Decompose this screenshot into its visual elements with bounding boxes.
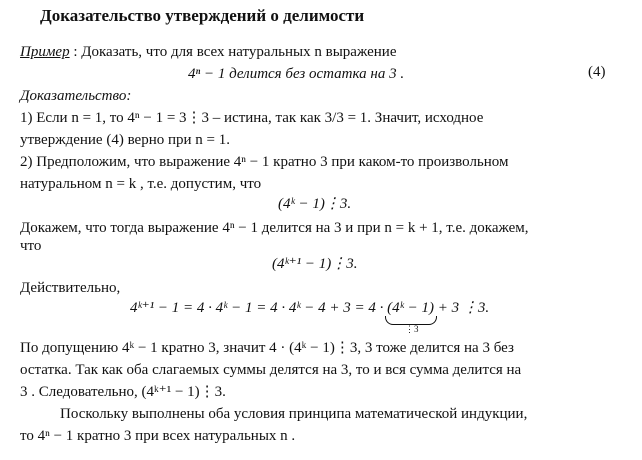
step1-line1: 1) Если n = 1, то 4ⁿ − 1 = 3⋮3 – истина, так как 3/3 = 1. Значит, исходное [20,110,484,126]
final-line1: Поскольку выполнены оба условия принципа математической индукции, [60,406,528,422]
step2-assumption: (4ᵏ − 1)⋮3. [278,196,352,212]
page-title: Доказательство утверждений о делимости [40,6,365,25]
conclusion-line2: остатка. Так как оба слагаемых суммы делятся на 3, то и вся сумма делится на [20,362,522,378]
conclusion-line1: По допущению 4ᵏ − 1 кратно 3, значит 4 · (4ᵏ − 1)⋮3, 3 тоже делится на 3 без [20,340,514,356]
prove-line1: Докажем, что тогда выражение 4ⁿ − 1 делится на 3 и при n = k + 1, т.е. докажем, [20,220,529,236]
underbrace-note: ⋮3 [405,324,419,334]
equation-number: (4) [588,64,606,80]
example-label: Пример [20,44,70,60]
step2-line2: натуральном n = k , т.е. допустим, что [20,176,262,192]
example-line [20,42,396,62]
step2-line1: 2) Предположим, что выражение 4ⁿ − 1 кратно 3 при каком-то произвольном [20,154,509,170]
example-statement: : Доказать, что для всех натуральных n выражение [69,44,397,60]
indeed-label: Действительно, [20,280,121,296]
final-line2: то 4ⁿ − 1 кратно 3 при всех натуральных n . [20,428,296,444]
prove-goal: (4ᵏ⁺¹ − 1)⋮3. [272,256,358,272]
conclusion-line3: 3 . Следовательно, (4ᵏ⁺¹ − 1)⋮3. [20,384,226,400]
step1-line2: утверждение (4) верно при n = 1. [20,132,231,148]
example-formula: 4ⁿ − 1 делится без остатка на 3 . [188,66,405,82]
proof-label: Доказательство: [20,88,132,104]
indeed-equation: 4ᵏ⁺¹ − 1 = 4 · 4ᵏ − 1 = 4 · 4ᵏ − 4 + 3 = 4 · (4ᵏ − 1) + 3 ⋮3. [130,300,490,316]
prove-line2: что [20,238,42,254]
